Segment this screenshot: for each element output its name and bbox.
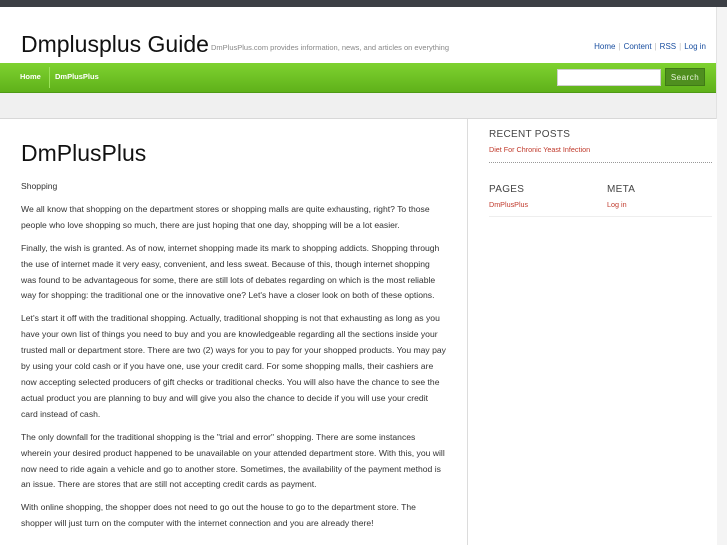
- post-paragraph: We all know that shopping on the department stores or shopping malls are quite exhausting, right? To those people who love shopping so much, there are just hoping that one day, shopping will be a lot easier.: [21, 203, 430, 230]
- post-title[interactable]: DmPlusPlus: [21, 140, 147, 166]
- main-content: [0, 119, 467, 545]
- post-paragraph: With online shopping, the shopper does not need to go out the house to go to the department store. The shopper will just turn on the computer with the internet connection and you are already there!: [21, 502, 416, 529]
- separator: |: [618, 42, 621, 51]
- site-description: DmPlusPlus.com provides information, news, and articles on everything: [211, 43, 450, 52]
- recent-post-link[interactable]: Diet For Chronic Yeast Infection: [489, 145, 591, 154]
- page-link-dmplusplus[interactable]: DmPlusPlus: [489, 200, 529, 209]
- post-category: Shopping: [21, 181, 58, 191]
- separator: |: [654, 42, 657, 51]
- header-link-content[interactable]: Content: [623, 42, 652, 51]
- pages-title: PAGES: [489, 184, 525, 195]
- post-paragraph: The only downfall for the traditional shopping is the "trial and error" shopping. There are some instances wherein your desired product happened to be unavailable on your attended department store. With this, you will now need to ride again a vehicle and go to another store. Sometimes, the availability of the payment method is an issue. There are stores that are still not accepting credit cards as payment.: [21, 431, 445, 490]
- recent-posts-title: RECENT POSTS: [489, 129, 571, 140]
- header-links: [594, 42, 706, 51]
- post-paragraph: Finally, the wish is granted. As of now, internet shopping made its mark to shopping addicts. Shopping through the use of internet made it very easy, convenient, and less sweat. Because of this, though internet shopping was found to be advantageous for some, there are still lots of debates regarding on which is the most reliable way for shopping: the traditional one or the innovative one? Let's have a closer look on both of these options.: [21, 242, 440, 301]
- sidebar: [467, 119, 717, 545]
- page-scrollbar[interactable]: [716, 7, 727, 545]
- header-link-login[interactable]: Log in: [684, 42, 706, 51]
- sub-header-bar: [0, 93, 716, 119]
- header-link-home[interactable]: Home: [594, 42, 616, 51]
- site-header: [0, 7, 727, 63]
- divider: [489, 162, 712, 163]
- nav-item-home[interactable]: Home: [20, 72, 41, 81]
- divider: [489, 216, 712, 217]
- post-paragraph: Let's start it off with the traditional shopping. Actually, traditional shopping is not that exhausting as long as you have your own list of things you need to buy and you are knowledgeable regarding all the sections inside your trusted mall or department store. There are two (2) ways for you to pay for your shopped products. You may pay by using your cold cash or if you have one, use your credit card. For some shopping malls, their cashiers are now accepting selected producers of gift checks or traditional checks. You will also have the chance to see the actual product you are planning to buy and will give you also the chance to decide if you will use your credit card instead of cash.: [21, 313, 446, 419]
- nav-separator: [49, 67, 50, 88]
- separator: |: [679, 42, 682, 51]
- site-title[interactable]: Dmplusplus Guide: [21, 31, 209, 57]
- search-button[interactable]: Search: [665, 68, 705, 86]
- search-input[interactable]: [557, 69, 661, 86]
- meta-title: META: [607, 184, 636, 195]
- top-dark-bar: [0, 0, 727, 7]
- main-nav: [0, 63, 716, 93]
- meta-link-login[interactable]: Log in: [607, 200, 627, 209]
- nav-item-dmplusplus[interactable]: DmPlusPlus: [55, 72, 99, 81]
- post-body: [21, 179, 447, 539]
- header-link-rss[interactable]: RSS: [659, 42, 677, 51]
